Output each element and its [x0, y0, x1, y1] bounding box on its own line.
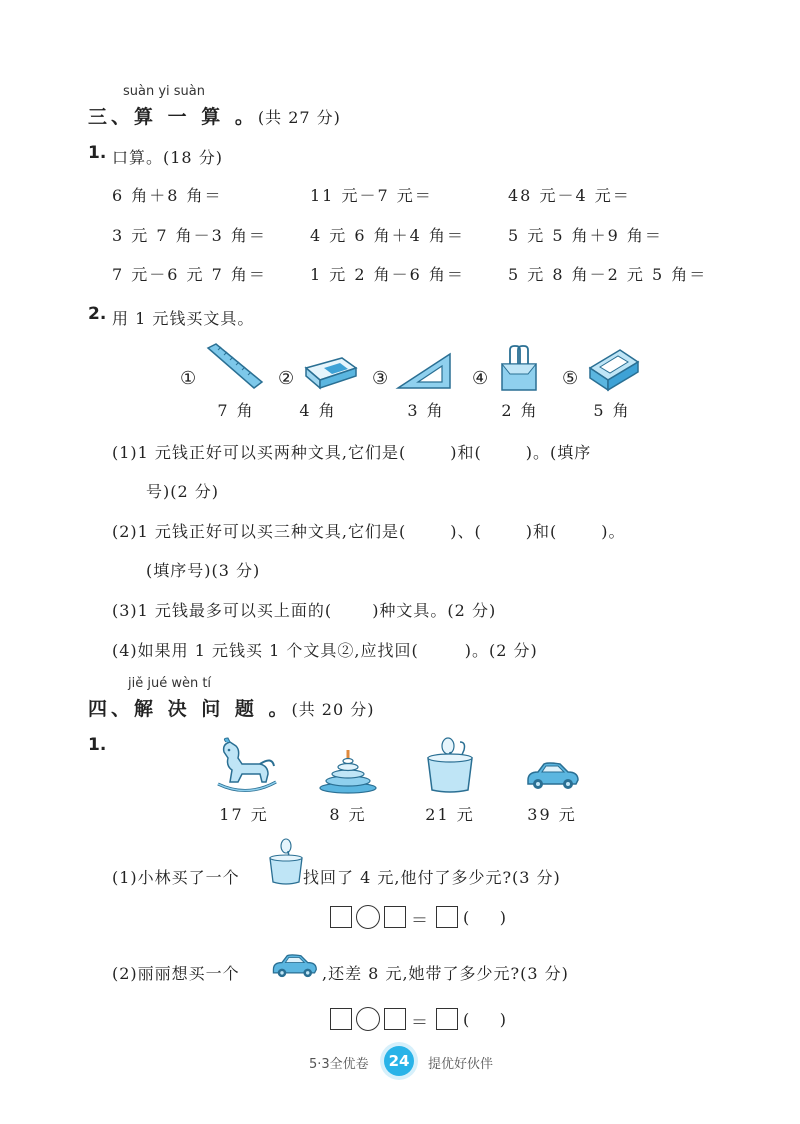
item-price: 8 元 [329, 805, 367, 824]
binder-clip-icon [498, 346, 540, 392]
item-price: 39 元 [527, 805, 577, 824]
sub-question-cont: 找回了 4 元,他付了多少元?(3 分) [303, 868, 561, 887]
item-marker: ② [278, 368, 295, 389]
sand-bucket-icon [424, 736, 476, 794]
section4-points: (共 20 分) [291, 700, 375, 719]
sub-question: (4)如果用 1 元钱买 1 个文具②,应找回( )。(2 分) [112, 641, 538, 660]
item-marker: ③ [372, 368, 389, 389]
item-price: 21 元 [425, 805, 475, 824]
section3-title [88, 102, 341, 129]
stacking-rings-icon [318, 750, 378, 794]
arith-expr: 48 元－4 元＝ [508, 186, 631, 205]
section3-pinyin: suàn yi suàn [123, 84, 206, 99]
unit-blank[interactable]: ( ) [463, 908, 506, 927]
arith-expr: 5 元 5 角＋9 角＝ [508, 226, 663, 245]
section4-title-text: 四、解 决 问 题 。 [88, 698, 292, 720]
ruler-icon [204, 344, 264, 392]
triangle-ruler-icon [394, 352, 454, 390]
operator-circle[interactable] [356, 1007, 380, 1031]
pencil-sharpener-icon [586, 346, 642, 392]
sub-question: (2)1 元钱正好可以买三种文具,它们是( )、( )和( )。 [112, 522, 626, 541]
arith-expr: 5 元 8 角－2 元 5 角＝ [508, 265, 708, 284]
sub-question-cont: ,还差 8 元,她带了多少元?(3 分) [322, 964, 569, 983]
answer-box[interactable] [436, 906, 458, 928]
item-price: 5 角 [593, 401, 631, 420]
arith-expr: 6 角＋8 角＝ [112, 186, 223, 205]
question-number: 1. [88, 143, 107, 163]
item-price: 3 角 [407, 401, 445, 420]
answer-box[interactable] [330, 906, 352, 928]
question-prompt: 口算。(18 分) [112, 148, 223, 167]
sub-question-cont: 号)(2 分) [146, 482, 219, 501]
answer-box[interactable] [330, 1008, 352, 1030]
arith-expr: 4 元 6 角＋4 角＝ [310, 226, 465, 245]
question-number: 1. [88, 735, 107, 755]
toy-car-icon [270, 952, 318, 980]
page-number: 24 [384, 1046, 414, 1076]
arith-expr: 1 元 2 角－6 角＝ [310, 265, 465, 284]
item-price: 17 元 [219, 805, 269, 824]
answer-box[interactable] [384, 1008, 406, 1030]
section4-title [88, 694, 375, 721]
sub-question-cont: (填序号)(3 分) [146, 561, 261, 580]
answer-box[interactable] [384, 906, 406, 928]
section4-pinyin: jiě jué wèn tí [128, 676, 212, 691]
section3-title-text: 三、算 一 算 。 [88, 106, 258, 128]
sub-question: (3)1 元钱最多可以买上面的( )种文具。(2 分) [112, 601, 497, 620]
answer-box[interactable] [436, 1008, 458, 1030]
sub-question: (2)丽丽想买一个 [112, 964, 240, 983]
footer-slogan: 提优好伙伴 [428, 1057, 494, 1072]
item-marker: ① [180, 368, 197, 389]
sand-bucket-icon [268, 838, 304, 886]
footer-brand: 5·3全优卷 [309, 1057, 369, 1072]
item-marker: ⑤ [562, 368, 579, 389]
arith-expr: 7 元－6 元 7 角＝ [112, 265, 267, 284]
item-price: 2 角 [501, 401, 539, 420]
section3-points: (共 27 分) [257, 108, 341, 127]
sub-question: (1)小林买了一个 [112, 868, 240, 887]
equals-sign: ＝ [411, 1013, 428, 1033]
equals-sign: ＝ [411, 911, 428, 931]
sub-question: (1)1 元钱正好可以买两种文具,它们是( )和( )。(填序 [112, 443, 592, 462]
arith-expr: 3 元 7 角－3 角＝ [112, 226, 267, 245]
operator-circle[interactable] [356, 905, 380, 929]
item-price: 4 角 [299, 401, 337, 420]
item-price: 7 角 [217, 401, 255, 420]
arith-expr: 11 元－7 元＝ [310, 186, 433, 205]
question-number: 2. [88, 304, 107, 324]
unit-blank[interactable]: ( ) [463, 1010, 506, 1029]
eraser-icon [302, 354, 360, 390]
item-marker: ④ [472, 368, 489, 389]
rocking-horse-icon [214, 738, 280, 794]
toy-car-icon [524, 760, 580, 792]
question-prompt: 用 1 元钱买文具。 [112, 309, 255, 328]
